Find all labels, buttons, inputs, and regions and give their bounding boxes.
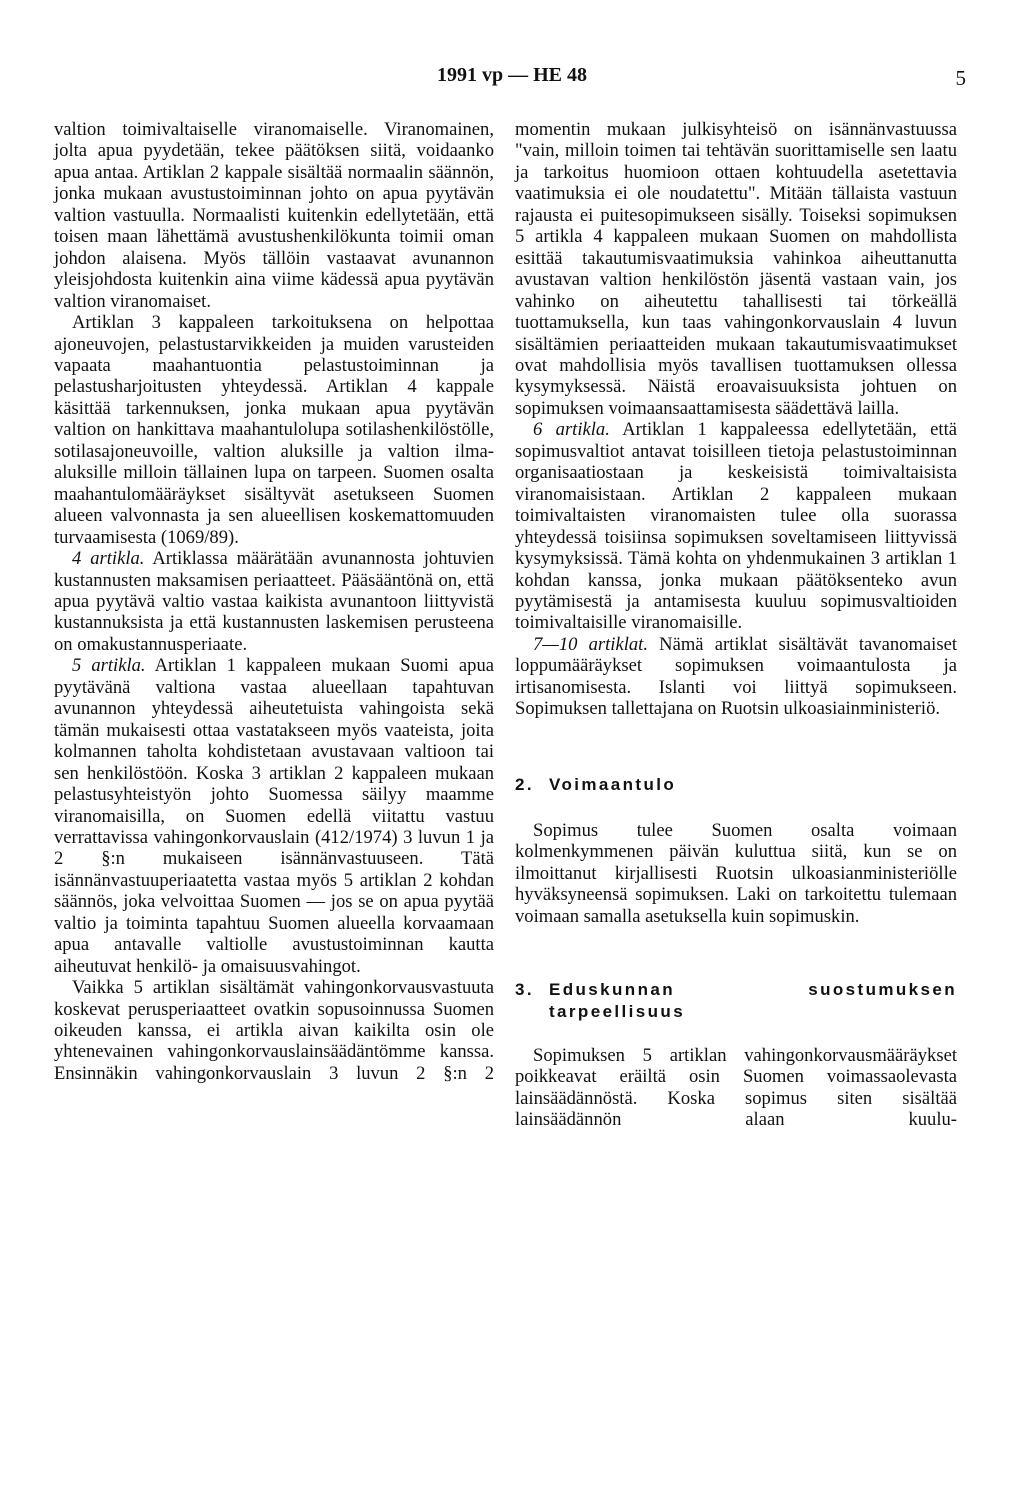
section-title: Voimaantulo [549, 774, 677, 794]
paragraph: valtion toimivaltaiselle viranomaiselle. Viranomainen, jolta apua pyydetään, tekee päätöksen siitä, voidaanko apua antaa. Artiklan 2 kappale sisältää normaalin säännön, jonka mukaan avustustoiminnan johto on apua pyytävän valtion vastuulla. Normaalisti kuitenkin edellytetään, että toisen maan lähettämä avustushenkilökunta toimii oman johdon alaisena. Myös tällöin vastaavat avunannon yleisjohdosta kuitenkin aina viime kädessä apua pyytävän valtion viranomaiset. [54, 119, 494, 312]
section-number: 3. [515, 979, 534, 999]
paragraph [54, 655, 494, 977]
document-reference: 1991 vp — HE 48 [436, 64, 588, 86]
paragraph: Sopimuksen 5 artiklan vahingonkorvausmääräykset poikkeavat eräiltä osin Suomen voimassaolevasta lainsäädännöstä. Koska sopimus siten sisältää lainsäädännön alaan kuulu- [515, 1044, 957, 1131]
section-title: Eduskunnan suostumuksen tarpeellisuus [549, 979, 957, 1021]
paragraph-text: Artiklan 1 kappaleen mukaan Suomi apua pyytävänä valtiona vastaa alueellaan tapahtuvan avunannon yhteydessä aiheutetuista vahingoista sekä tämän mukaisesti ottaa vastatakseen myös vaateista, joita kolmannen taholta kohdistetaan avustavaan valtioon tai sen henkilöstöön. Koska 3 artiklan 2 kappaleen mukaan pelastusyhteistyön johto Suomessa säilyy maamme viranomaisilla, on Suomen edellä viitattu vastuu verrattavissa vahingonkorvauslain (412/1974) 3 luvun 1 ja 2 §:n mukaiseen isännänvastuuseen. Tätä isännänvastuuperiaatetta vastaa myös 5 artiklan 2 kohdan säännös, joka velvoittaa Suomen — jos se on apua pyytää valtio ja toiminta tapahtuu Suomen alueella korvaamaan apua antavalle valtiolle avustustoiminnan kautta aiheutuvat henkilö- ja omaisuusvahingot. [54, 655, 494, 977]
page-number: 5 [955, 66, 966, 90]
paragraph: Sopimus tulee Suomen osalta voimaan kolmenkymmenen päivän kuluttua siitä, kun se on ilmoittanut kirjallisesti Ruotsin ulkoasianministeriölle hyväksyneensä sopimuksen. Laki on tarkoitettu tulemaan voimaan samalla asetuksella kuin sopimuskin. [515, 819, 957, 927]
section-heading [515, 774, 957, 796]
paragraph-text: Artiklassa määrätään avunannosta johtuvien kustannusten maksamisen periaatteet. Pääsääntönä on, että apua pyytävä valtio vastaa kaikista avunantoon liittyvistä kustannuksista ja että kustannusten laskemisen perusteena on omakustannusperiaate. [54, 548, 494, 655]
paragraph: Artiklan 3 kappaleen tarkoituksena on helpottaa ajoneuvojen, pelastustarvikkeiden ja muiden varusteiden vapaata maahantuontia pelastustoiminnan ja pelastusharjoitusten yhteydessä. Artiklan 4 kappale käsittää tarkennuksen, jonka mukaan apua pyytävän valtion on hankittava maahantulolupa sotilashenkilöstölle, sotilasajoneuvoille, valtion aluksille ja valtion ilma-aluksille milloin tällainen lupa on tarpeen. Suomen osalta maahantulomääräykset sisältyvät asetukseen Suomen alueen valvonnasta ja sen alueellisen koskemattomuuden turvaamisesta (1069/89). [54, 312, 494, 548]
section-heading [515, 979, 957, 1023]
paragraph [515, 419, 957, 634]
paragraph: momentin mukaan julkisyhteisö on isännänvastuussa "vain, milloin toimen tai tehtävän suorittamiselle sen laatu ja tarkoitus huomioon ottaen kohtuudella asetettavia vaatimuksia ei ole noudatettu". Mitään tällaista vastuun rajausta ei puitesopimukseen sisälly. Toiseksi sopimuksen 5 artikla 4 kappaleen mukaan Suomen on mahdollista esittää takautumisvaatimuksia vahinkoa aiheuttanutta avustavan valtion henkilöstön jäsentä vastaan vain, jos vahinko on aiheutettu tahallisesti tai törkeällä tuottamuksella, kun taas vahingonkorvauslain 4 luvun sisältämien periaatteiden mukaan takautumisvaatimukset ovat mahdollisia myös tavallisen tuottamuksen ollessa kysymyksessä. Näistä eroavaisuuksista johtuen on sopimuksen voimaansaattamisesta säädettävä lailla. [515, 119, 957, 419]
paragraph [54, 548, 494, 655]
paragraph [515, 634, 957, 720]
article-label: 6 artikla. [533, 419, 610, 441]
paragraph-text: Nämä artiklat sisältävät tavanomaiset loppumääräykset sopimuksen voimaantulosta ja irtisanomisesta. Islanti voi liittyä sopimukseen. Sopimuksen tallettajana on Ruotsin ulkoasiainministeriö. [515, 633, 957, 720]
paragraph-text: Artiklan 1 kappaleessa edellytetään, että sopimusvaltiot antavat toisilleen tietoja pelastustoiminnan organisaatiostaan ja keskeisistä toimivaltaisista viranomaisistaan. Artiklan 2 kappaleen mukaan toimivaltaisten viranomaisten tulee olla suorassa yhteydessä toisiinsa sopimuksen soveltamiseen liittyvissä kysymyksissä. Tämä kohta on yhdenmukainen 3 artiklan 1 kohdan kanssa, jonka mukaan päätöksenteko avun pyytämisestä ja antamisesta kuuluu sopimusvaltioiden toimivaltaisille viranomaisille. [515, 419, 957, 634]
paragraph: Vaikka 5 artiklan sisältämät vahingonkorvausvastuuta koskevat perusperiaatteet ovatkin sopusoinnussa Suomen oikeuden kanssa, ei artikla aivan kaikilta osin ole yhtenevainen vahingonkorvauslainsäädäntömme kanssa. Ensinnäkin vahingonkorvauslain 3 luvun 2 §:n 2 [54, 977, 494, 1084]
article-label: 7—10 artiklat. [533, 633, 648, 655]
section-number: 2. [515, 774, 534, 794]
article-label: 5 artikla. [72, 655, 146, 677]
right-column [515, 119, 957, 1131]
page-header [0, 64, 1024, 90]
article-label: 4 artikla. [72, 548, 145, 570]
left-column [54, 119, 494, 1084]
